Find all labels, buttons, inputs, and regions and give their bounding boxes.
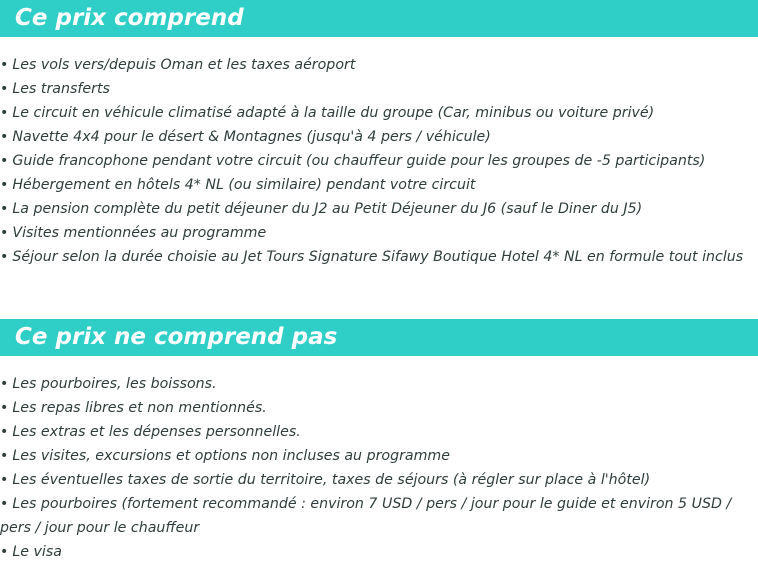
list-item: • Navette 4x4 pour le désert & Montagnes (jusqu'à 4 pers / véhicule) xyxy=(0,129,491,145)
list-item: • Le circuit en véhicule climatisé adapté à la taille du groupe (Car, minibus ou voiture privé) xyxy=(0,105,655,121)
excluded-title: Ce prix ne comprend pas xyxy=(15,324,338,350)
list-item: • Le visa xyxy=(0,544,62,560)
list-item: • Les transferts xyxy=(0,81,110,97)
bullet-icon: • xyxy=(0,177,9,193)
bullet-icon: • xyxy=(0,105,9,121)
list-item: • La pension complète du petit déjeuner du J2 au Petit Déjeuner du J6 (sauf le Diner du J5) xyxy=(0,201,643,217)
list-item: • Les éventuelles taxes de sortie du territoire, taxes de séjours (à régler sur place à l'hôtel) xyxy=(0,472,651,488)
list-item: • Visites mentionnées au programme xyxy=(0,225,267,241)
bullet-icon: • xyxy=(0,400,9,416)
list-item: • Les vols vers/depuis Oman et les taxes aéroport xyxy=(0,57,356,73)
bullet-icon: • xyxy=(0,544,9,560)
list-item: • Les pourboires (fortement recommandé : environ 7 USD / pers / jour pour le guide et environ 5 USD / pers / jour pour le chauffeur xyxy=(0,496,732,536)
bullet-icon: • xyxy=(0,225,9,241)
list-item: • Les visites, excursions et options non incluses au programme xyxy=(0,448,450,464)
bullet-icon: • xyxy=(0,496,9,512)
list-item: • Hébergement en hôtels 4* NL (ou similaire) pendant votre circuit xyxy=(0,177,476,193)
bullet-icon: • xyxy=(0,448,9,464)
bullet-icon: • xyxy=(0,472,9,488)
included-header xyxy=(0,0,758,37)
bullet-icon: • xyxy=(0,129,9,145)
included-list xyxy=(0,53,758,269)
bullet-icon: • xyxy=(0,57,9,73)
bullet-icon: • xyxy=(0,424,9,440)
included-title: Ce prix comprend xyxy=(15,5,244,31)
list-item: • Séjour selon la durée choisie au Jet Tours Signature Sifawy Boutique Hotel 4* NL en formule tout inclus xyxy=(0,249,744,265)
excluded-header xyxy=(0,319,758,356)
list-item: • Les extras et les dépenses personnelles. xyxy=(0,424,301,440)
list-item: • Guide francophone pendant votre circuit (ou chauffeur guide pour les groupes de -5 participants) xyxy=(0,153,706,169)
bullet-icon: • xyxy=(0,249,9,265)
list-item: • Les pourboires, les boissons. xyxy=(0,376,217,392)
bullet-icon: • xyxy=(0,81,9,97)
excluded-list xyxy=(0,372,758,564)
bullet-icon: • xyxy=(0,376,9,392)
bullet-icon: • xyxy=(0,201,9,217)
bullet-icon: • xyxy=(0,153,9,169)
list-item: • Les repas libres et non mentionnés. xyxy=(0,400,267,416)
